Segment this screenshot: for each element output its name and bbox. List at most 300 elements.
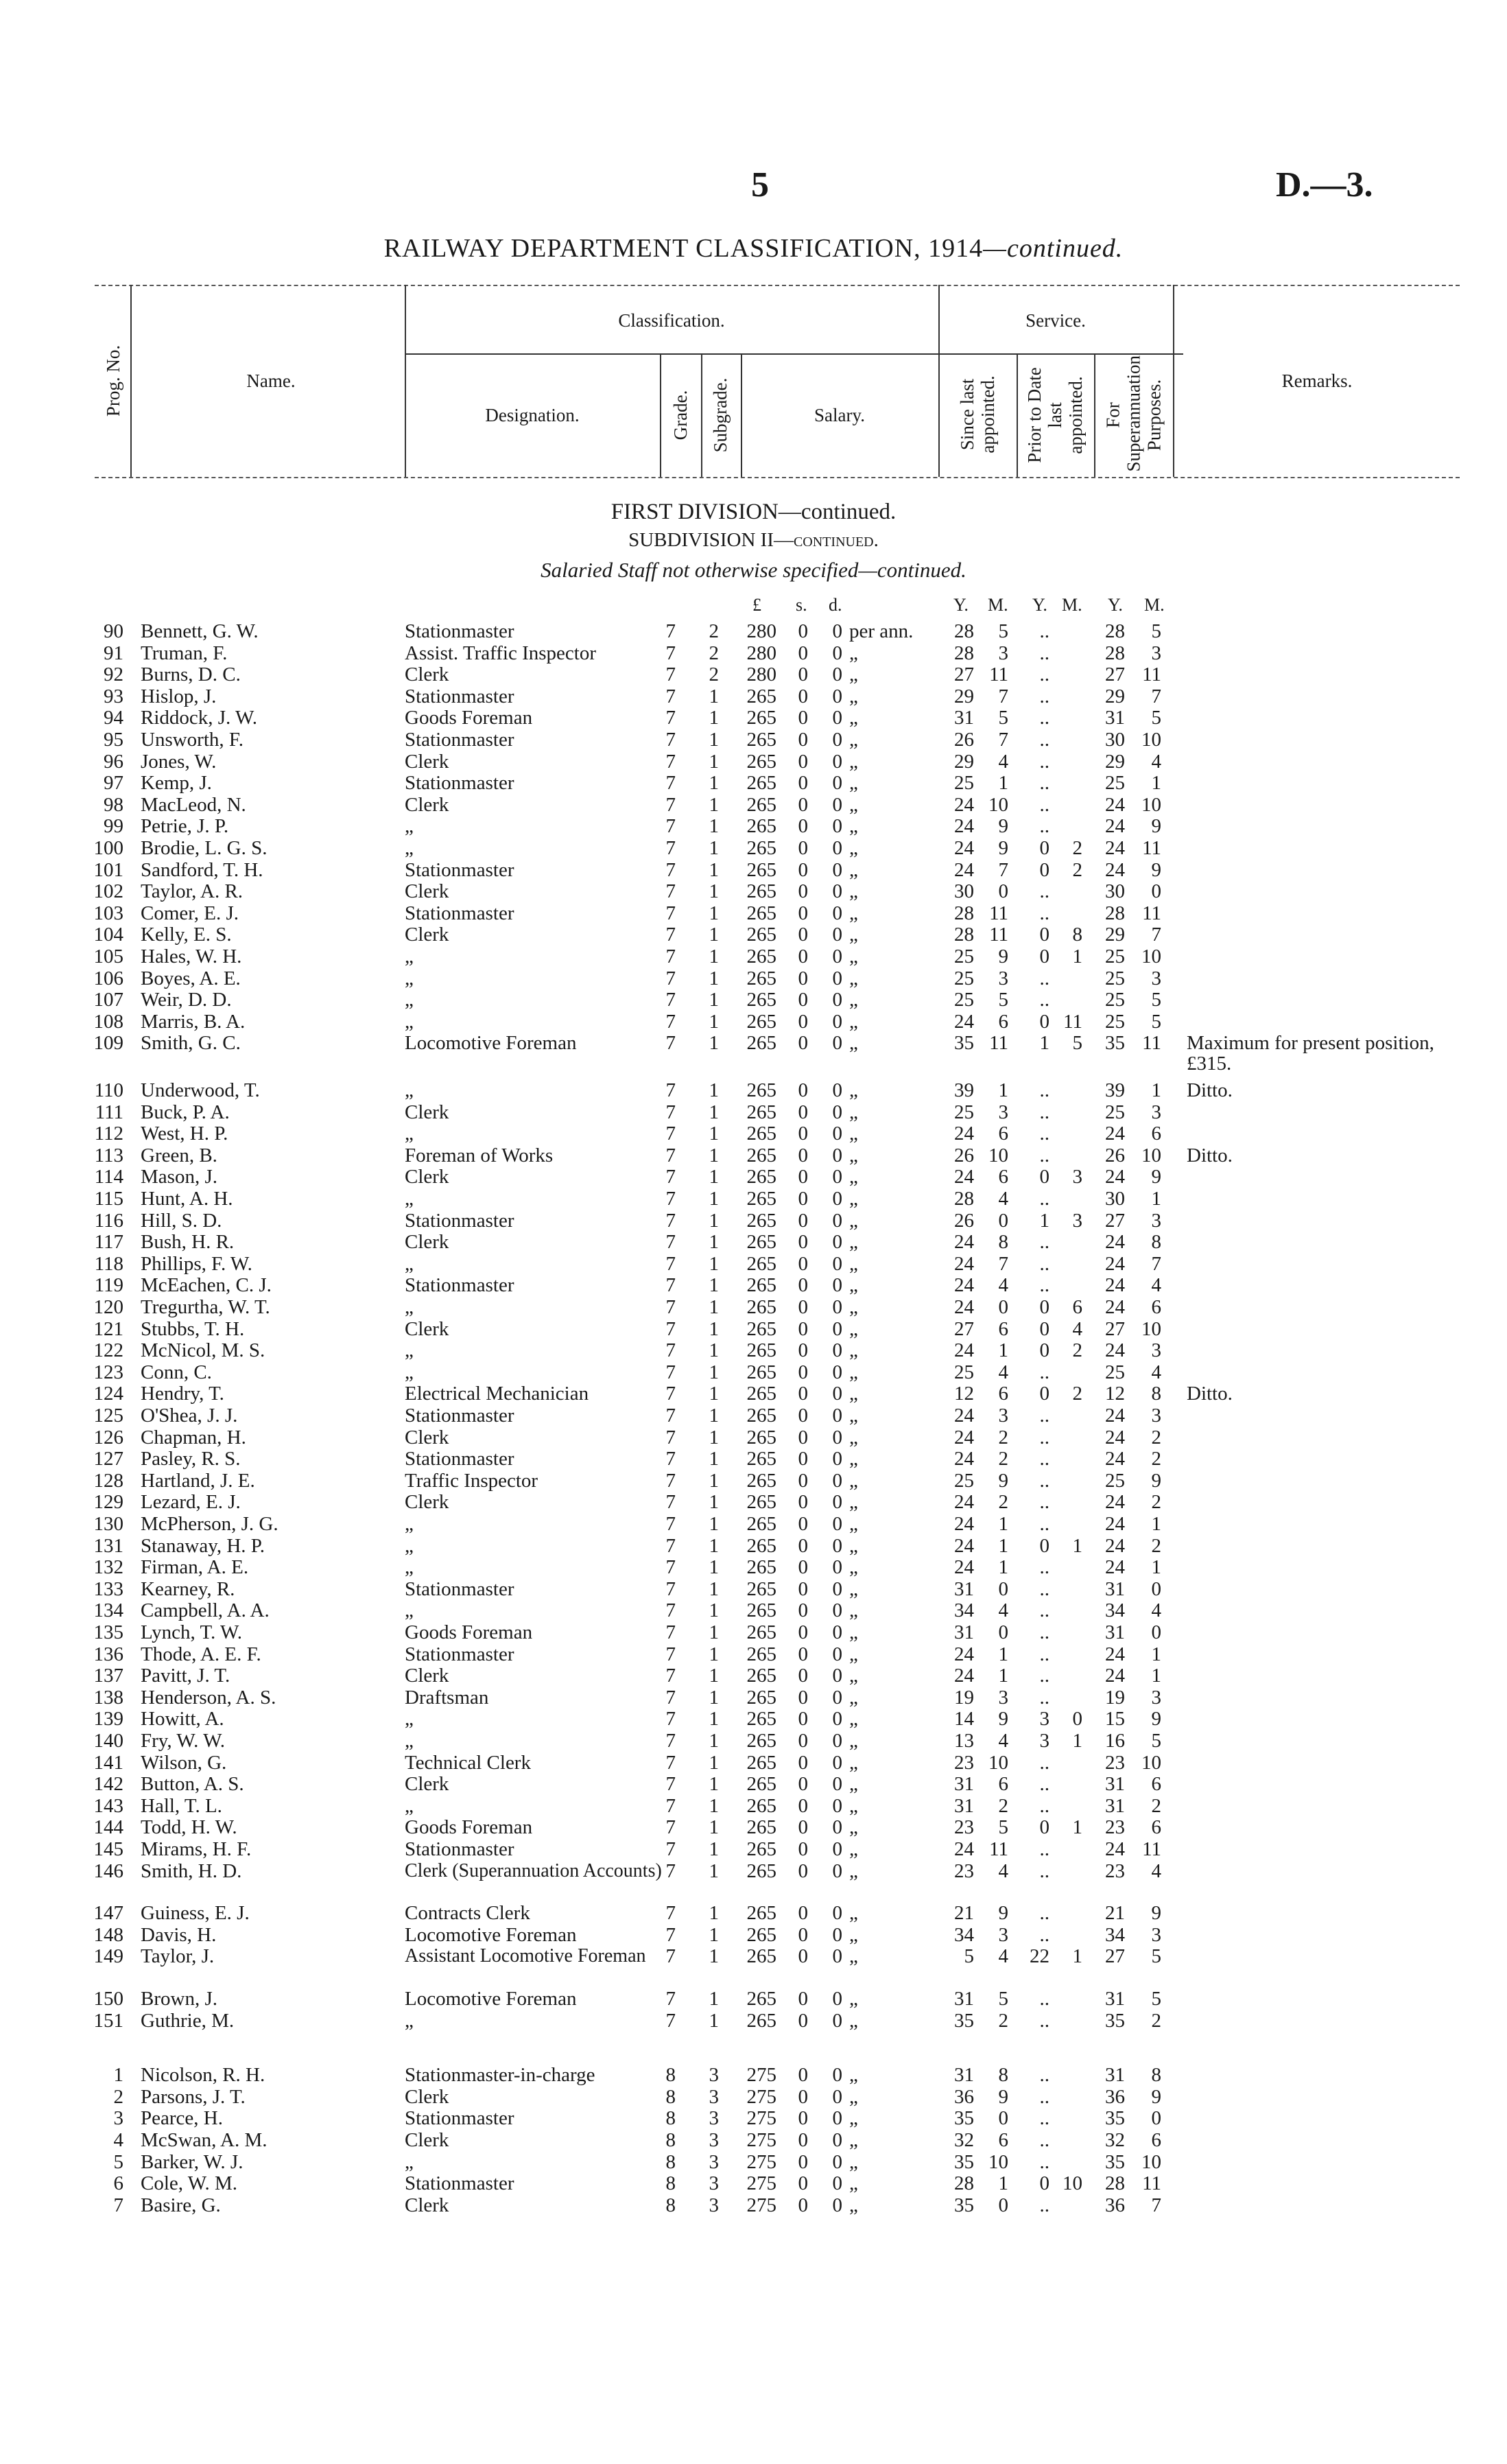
row-per: „ (849, 2064, 858, 2087)
row-desig: Goods Foreman (405, 707, 533, 729)
row-d: 0 (832, 2064, 842, 2087)
row-no: 102 (93, 880, 123, 903)
row-fy: 30 (1105, 1188, 1125, 1210)
row-d: 0 (832, 924, 842, 946)
row-sal: 265 (746, 1469, 776, 1492)
row-desig: Goods Foreman (405, 1816, 533, 1839)
row-sm: 4 (998, 1730, 1008, 1752)
row-sy: 14 (954, 1708, 974, 1730)
row-no: 119 (94, 1274, 123, 1297)
row-name: Comer, E. J. (141, 902, 239, 924)
row-desig: Clerk (405, 1491, 449, 1514)
row-desig: „ (405, 967, 414, 989)
row-s: 0 (798, 793, 808, 816)
row-fy: 35 (1105, 1032, 1125, 1055)
row-sm: 10 (988, 1751, 1008, 1774)
row-s: 0 (798, 2150, 808, 2173)
row-no: 140 (93, 1730, 123, 1752)
row-sy: 35 (954, 2150, 974, 2173)
row-gr: 7 (665, 1274, 676, 1297)
row-s: 0 (798, 1988, 808, 2010)
row-fy: 24 (1105, 1426, 1125, 1448)
row-pm: 0 (1072, 1708, 1082, 1730)
row-per: „ (849, 1383, 858, 1405)
row-sy: 5 (964, 1945, 974, 1968)
row-sal: 265 (746, 1859, 776, 1882)
row-no: 96 (104, 750, 123, 773)
row-s: 0 (798, 685, 808, 707)
row-name: Thode, A. E. F. (141, 1643, 261, 1665)
row-sy: 24 (954, 793, 974, 816)
row-py: .. (1039, 1859, 1049, 1882)
row-d: 0 (832, 620, 842, 642)
row-sal: 265 (746, 1252, 776, 1275)
row-fy: 24 (1105, 1405, 1125, 1427)
row-sal: 265 (746, 1209, 776, 1232)
row-no: 110 (94, 1079, 123, 1101)
row-per: „ (849, 729, 858, 751)
row-no: 130 (93, 1513, 123, 1535)
row-no: 120 (93, 1296, 123, 1318)
row-d: 0 (832, 1599, 842, 1622)
row-desig: Stationmaster (405, 729, 514, 751)
row-per: „ (849, 1426, 858, 1448)
row-sub: 1 (709, 1317, 719, 1340)
row-sm: 2 (998, 1426, 1008, 1448)
row-gr: 7 (665, 1010, 676, 1033)
row-d: 0 (832, 1730, 842, 1752)
row-no: 103 (93, 902, 123, 924)
row-sub: 1 (709, 1101, 719, 1123)
row-per: „ (849, 772, 858, 795)
row-sal: 265 (746, 1988, 776, 2010)
row-gr: 7 (665, 1838, 676, 1860)
row-sy: 31 (954, 1621, 974, 1643)
row-per: „ (849, 642, 858, 664)
row-sm: 9 (998, 815, 1008, 838)
row-no: 92 (104, 664, 123, 686)
row-name: Kelly, E. S. (141, 924, 232, 946)
row-sub: 1 (709, 1339, 719, 1362)
row-per: „ (849, 1859, 858, 1882)
row-s: 0 (798, 2009, 808, 2032)
row-py: .. (1039, 1902, 1049, 1925)
row-sal: 265 (746, 1708, 776, 1730)
row-sal: 265 (746, 1123, 776, 1145)
row-fm: 3 (1151, 1405, 1161, 1427)
row-gr: 7 (665, 1773, 676, 1796)
row-d: 0 (832, 2009, 842, 2032)
row-sy: 31 (954, 1988, 974, 2010)
row-sal: 265 (746, 989, 776, 1011)
row-gr: 7 (665, 1902, 676, 1925)
row-sub: 1 (709, 1209, 719, 1232)
row-sal: 265 (746, 967, 776, 989)
row-no: 144 (93, 1816, 123, 1839)
row-d: 0 (832, 793, 842, 816)
row-fm: 1 (1151, 1643, 1161, 1665)
row-name: Smith, G. C. (141, 1032, 241, 1055)
row-name: Petrie, J. P. (141, 815, 229, 838)
row-sy: 31 (954, 2064, 974, 2087)
row-sal: 265 (746, 1383, 776, 1405)
row-fy: 25 (1105, 1010, 1125, 1033)
row-name: Buck, P. A. (141, 1101, 230, 1123)
row-gr: 7 (665, 1469, 676, 1492)
row-name: Jones, W. (141, 750, 217, 773)
row-s: 0 (798, 1144, 808, 1166)
row-desig: Electrical Mechanician (405, 1383, 589, 1405)
document-reference: D.—3. (1276, 165, 1373, 204)
row-name: Wilson, G. (141, 1751, 227, 1774)
row-sub: 1 (709, 1794, 719, 1817)
row-d: 0 (832, 2085, 842, 2108)
row-name: Hill, S. D. (141, 1209, 222, 1232)
row-py: .. (1039, 1665, 1049, 1687)
row-no: 125 (93, 1405, 123, 1427)
row-name: Boyes, A. E. (141, 967, 241, 989)
row-fy: 31 (1105, 2064, 1125, 2087)
row-fm: 0 (1151, 880, 1161, 903)
row-fm: 4 (1151, 1859, 1161, 1882)
row-s: 0 (798, 1794, 808, 1817)
remarks-header: Remarks. (1281, 371, 1353, 391)
row-sal: 265 (746, 1945, 776, 1968)
row-gr: 7 (665, 967, 676, 989)
row-name: Howitt, A. (141, 1708, 224, 1730)
row-s: 0 (798, 837, 808, 859)
row-name: Hales, W. H. (141, 946, 242, 967)
row-sm: 6 (998, 1317, 1008, 1340)
row-d: 0 (832, 664, 842, 686)
row-sy: 28 (954, 642, 974, 664)
row-fy: 24 (1105, 1838, 1125, 1860)
row-per: „ (849, 750, 858, 773)
row-py: .. (1039, 772, 1049, 795)
row-sy: 23 (954, 1751, 974, 1774)
row-pm: 1 (1072, 1730, 1082, 1752)
service-header: Service. (1025, 310, 1086, 331)
row-gr: 7 (665, 924, 676, 946)
row-s: 0 (798, 1469, 808, 1492)
row-no: 132 (93, 1556, 123, 1579)
row-rem: Maximum for present position, £315. (1187, 1032, 1434, 1075)
row-sm: 0 (998, 2107, 1008, 2130)
row-sm: 6 (998, 1010, 1008, 1033)
row-desig: Stationmaster (405, 2107, 514, 2130)
row-s: 0 (798, 642, 808, 664)
row-d: 0 (832, 1859, 842, 1882)
row-s: 0 (798, 707, 808, 729)
row-sm: 1 (998, 1339, 1008, 1362)
row-fy: 32 (1105, 2129, 1125, 2151)
row-fy: 31 (1105, 1577, 1125, 1600)
row-s: 0 (798, 750, 808, 773)
designation-header: Designation. (485, 405, 580, 425)
row-sy: 24 (954, 1274, 974, 1297)
row-sm: 4 (998, 750, 1008, 773)
row-s: 0 (798, 1317, 808, 1340)
row-py: .. (1039, 1923, 1049, 1946)
row-sub: 1 (709, 1577, 719, 1600)
row-s: 0 (798, 1231, 808, 1254)
unit-pence: d. (829, 595, 842, 615)
row-per: „ (849, 1252, 858, 1275)
row-name: McEachen, C. J. (141, 1274, 272, 1297)
row-gr: 8 (665, 2194, 676, 2216)
row-s: 0 (798, 729, 808, 751)
row-desig: „ (405, 1599, 414, 1622)
row-sub: 1 (709, 1665, 719, 1687)
row-sy: 24 (954, 1838, 974, 1860)
row-py: .. (1039, 1426, 1049, 1448)
row-s: 0 (798, 1751, 808, 1774)
row-per: „ (849, 685, 858, 707)
row-fy: 35 (1105, 2150, 1125, 2173)
row-desig: Clerk (405, 1773, 449, 1796)
row-gr: 7 (665, 772, 676, 795)
row-py: .. (1039, 967, 1049, 989)
row-sub: 1 (709, 1123, 719, 1145)
row-sal: 280 (746, 620, 776, 642)
row-fm: 2 (1151, 1534, 1161, 1557)
row-s: 0 (798, 1599, 808, 1622)
row-per: „ (849, 1816, 858, 1839)
row-gr: 7 (665, 729, 676, 751)
row-d: 0 (832, 1794, 842, 1817)
row-d: 0 (832, 880, 842, 903)
row-no: 116 (94, 1209, 123, 1232)
row-s: 0 (798, 1032, 808, 1055)
row-no: 148 (93, 1923, 123, 1946)
row-py: .. (1039, 1188, 1049, 1210)
row-rem: Ditto. (1187, 1144, 1233, 1166)
row-desig: Clerk (Superannuation Accounts) (405, 1859, 662, 1881)
row-sal: 265 (746, 1491, 776, 1514)
row-py: .. (1039, 1123, 1049, 1145)
row-sm: 5 (998, 1816, 1008, 1839)
row-d: 0 (832, 750, 842, 773)
row-desig: „ (405, 1010, 414, 1033)
row-sub: 1 (709, 707, 719, 729)
row-d: 0 (832, 1032, 842, 1055)
row-no: 128 (93, 1469, 123, 1492)
row-name: Sandford, T. H. (141, 858, 263, 881)
row-s: 0 (798, 1383, 808, 1405)
row-pm: 5 (1072, 1032, 1082, 1055)
row-sal: 265 (746, 1577, 776, 1600)
row-desig: Clerk (405, 2085, 449, 2108)
row-fy: 21 (1105, 1902, 1125, 1925)
row-sal: 265 (746, 1902, 776, 1925)
row-desig: Clerk (405, 750, 449, 773)
row-py: 1 (1039, 1032, 1049, 1055)
row-name: Green, B. (141, 1144, 217, 1166)
row-fm: 10 (1141, 2150, 1161, 2173)
row-sy: 28 (954, 2172, 974, 2195)
row-fy: 24 (1105, 858, 1125, 881)
row-fm: 7 (1151, 685, 1161, 707)
row-fy: 24 (1105, 837, 1125, 859)
row-sal: 265 (746, 1079, 776, 1101)
row-py: 0 (1039, 924, 1049, 946)
row-no: 124 (93, 1383, 123, 1405)
row-fy: 28 (1105, 2172, 1125, 2195)
row-sy: 29 (954, 750, 974, 773)
row-per: „ (849, 1361, 858, 1383)
row-s: 0 (798, 2194, 808, 2216)
row-fm: 11 (1142, 902, 1161, 924)
row-name: Firman, A. E. (141, 1556, 249, 1579)
row-sal: 265 (746, 1730, 776, 1752)
row-sy: 28 (954, 924, 974, 946)
row-s: 0 (798, 1274, 808, 1297)
row-fy: 31 (1105, 1621, 1125, 1643)
row-per: „ (849, 1079, 858, 1101)
row-desig: Locomotive Foreman (405, 1923, 577, 1946)
row-sm: 7 (998, 1252, 1008, 1275)
row-desig: Stationmaster (405, 1405, 514, 1427)
row-no: 118 (94, 1252, 123, 1275)
row-no: 101 (93, 858, 123, 881)
row-s: 0 (798, 815, 808, 838)
row-d: 0 (832, 1556, 842, 1579)
row-fy: 30 (1105, 880, 1125, 903)
row-fm: 11 (1142, 1838, 1161, 1860)
row-py: 0 (1039, 1534, 1049, 1557)
row-sal: 265 (746, 750, 776, 773)
row-sm: 4 (998, 1274, 1008, 1297)
row-d: 0 (832, 1621, 842, 1643)
unit-shillings: s. (796, 595, 807, 615)
row-sal: 265 (746, 729, 776, 751)
row-fy: 24 (1105, 1665, 1125, 1687)
row-sal: 265 (746, 2009, 776, 2032)
row-py: .. (1039, 1079, 1049, 1101)
row-sy: 25 (954, 1469, 974, 1492)
row-py: 3 (1039, 1730, 1049, 1752)
row-gr: 7 (665, 1383, 676, 1405)
row-name: Conn, C. (141, 1361, 212, 1383)
row-sal: 265 (746, 1448, 776, 1470)
row-per: „ (849, 946, 858, 967)
row-desig: „ (405, 1556, 414, 1579)
row-sub: 1 (709, 880, 719, 903)
row-per: „ (849, 837, 858, 859)
row-desig: „ (405, 837, 414, 859)
row-sub: 1 (709, 924, 719, 946)
row-sal: 265 (746, 1643, 776, 1665)
row-per: „ (849, 1708, 858, 1730)
row-gr: 7 (665, 902, 676, 924)
row-no: 113 (94, 1144, 123, 1166)
row-d: 0 (832, 1988, 842, 2010)
row-fy: 25 (1105, 772, 1125, 795)
row-per: „ (849, 1794, 858, 1817)
unit-super-months: M. (1144, 595, 1165, 615)
for-super-header: For Superannuation Purposes. (1102, 355, 1165, 472)
title-continued: —continued. (983, 234, 1124, 263)
row-fm: 3 (1151, 1339, 1161, 1362)
row-sub: 1 (709, 1513, 719, 1535)
row-fm: 1 (1151, 1556, 1161, 1579)
row-sal: 265 (746, 1231, 776, 1254)
row-sub: 1 (709, 1231, 719, 1254)
row-s: 0 (798, 1621, 808, 1643)
page-number: 5 (751, 165, 769, 204)
row-fm: 5 (1151, 1945, 1161, 1968)
row-fm: 1 (1151, 1188, 1161, 1210)
row-sub: 1 (709, 1010, 719, 1033)
row-sub: 1 (709, 902, 719, 924)
row-sub: 1 (709, 1708, 719, 1730)
row-sub: 1 (709, 1361, 719, 1383)
row-name: Guiness, E. J. (141, 1902, 250, 1925)
row-sy: 25 (954, 1361, 974, 1383)
row-per: „ (849, 1577, 858, 1600)
row-s: 0 (798, 1079, 808, 1101)
row-sy: 24 (954, 1426, 974, 1448)
row-name: Kemp, J. (141, 772, 212, 795)
row-py: .. (1039, 1361, 1049, 1383)
row-sm: 6 (998, 2129, 1008, 2151)
row-sm: 3 (998, 642, 1008, 664)
row-no: 134 (93, 1599, 123, 1622)
row-name: Hendry, T. (141, 1383, 224, 1405)
row-gr: 7 (665, 685, 676, 707)
row-sal: 265 (746, 880, 776, 903)
row-no: 147 (93, 1902, 123, 1925)
row-sm: 8 (998, 2064, 1008, 2087)
staff-heading: Salaried Staff not otherwise specified—continued. (541, 558, 966, 582)
row-desig: Contracts Clerk (405, 1902, 530, 1925)
row-fy: 24 (1105, 793, 1125, 816)
row-sal: 265 (746, 1838, 776, 1860)
row-gr: 7 (665, 1643, 676, 1665)
row-no: 112 (94, 1123, 123, 1145)
row-s: 0 (798, 2172, 808, 2195)
unit-pounds: £ (752, 595, 761, 615)
row-s: 0 (798, 1491, 808, 1514)
row-fm: 1 (1151, 1665, 1161, 1687)
row-sal: 265 (746, 1773, 776, 1796)
row-d: 0 (832, 1816, 842, 1839)
row-gr: 7 (665, 989, 676, 1011)
row-fy: 24 (1105, 1166, 1125, 1188)
prog-no-header: Prog. No. (103, 344, 123, 417)
row-no: 115 (94, 1188, 123, 1210)
row-fm: 8 (1151, 1383, 1161, 1405)
row-desig: „ (405, 989, 414, 1011)
row-sal: 265 (746, 685, 776, 707)
row-sub: 3 (709, 2085, 719, 2108)
row-d: 0 (832, 707, 842, 729)
row-sy: 13 (954, 1730, 974, 1752)
row-no: 131 (93, 1534, 123, 1557)
row-fy: 28 (1105, 620, 1125, 642)
row-d: 0 (832, 902, 842, 924)
row-no: 4 (113, 2129, 123, 2151)
row-sm: 1 (998, 2172, 1008, 2195)
row-name: Pasley, R. S. (141, 1448, 241, 1470)
row-d: 0 (832, 967, 842, 989)
row-gr: 7 (665, 1577, 676, 1600)
row-sub: 1 (709, 837, 719, 859)
row-desig: Stationmaster (405, 1577, 514, 1600)
row-no: 99 (104, 815, 123, 838)
row-py: .. (1039, 1405, 1049, 1427)
row-sm: 2 (998, 2009, 1008, 2032)
